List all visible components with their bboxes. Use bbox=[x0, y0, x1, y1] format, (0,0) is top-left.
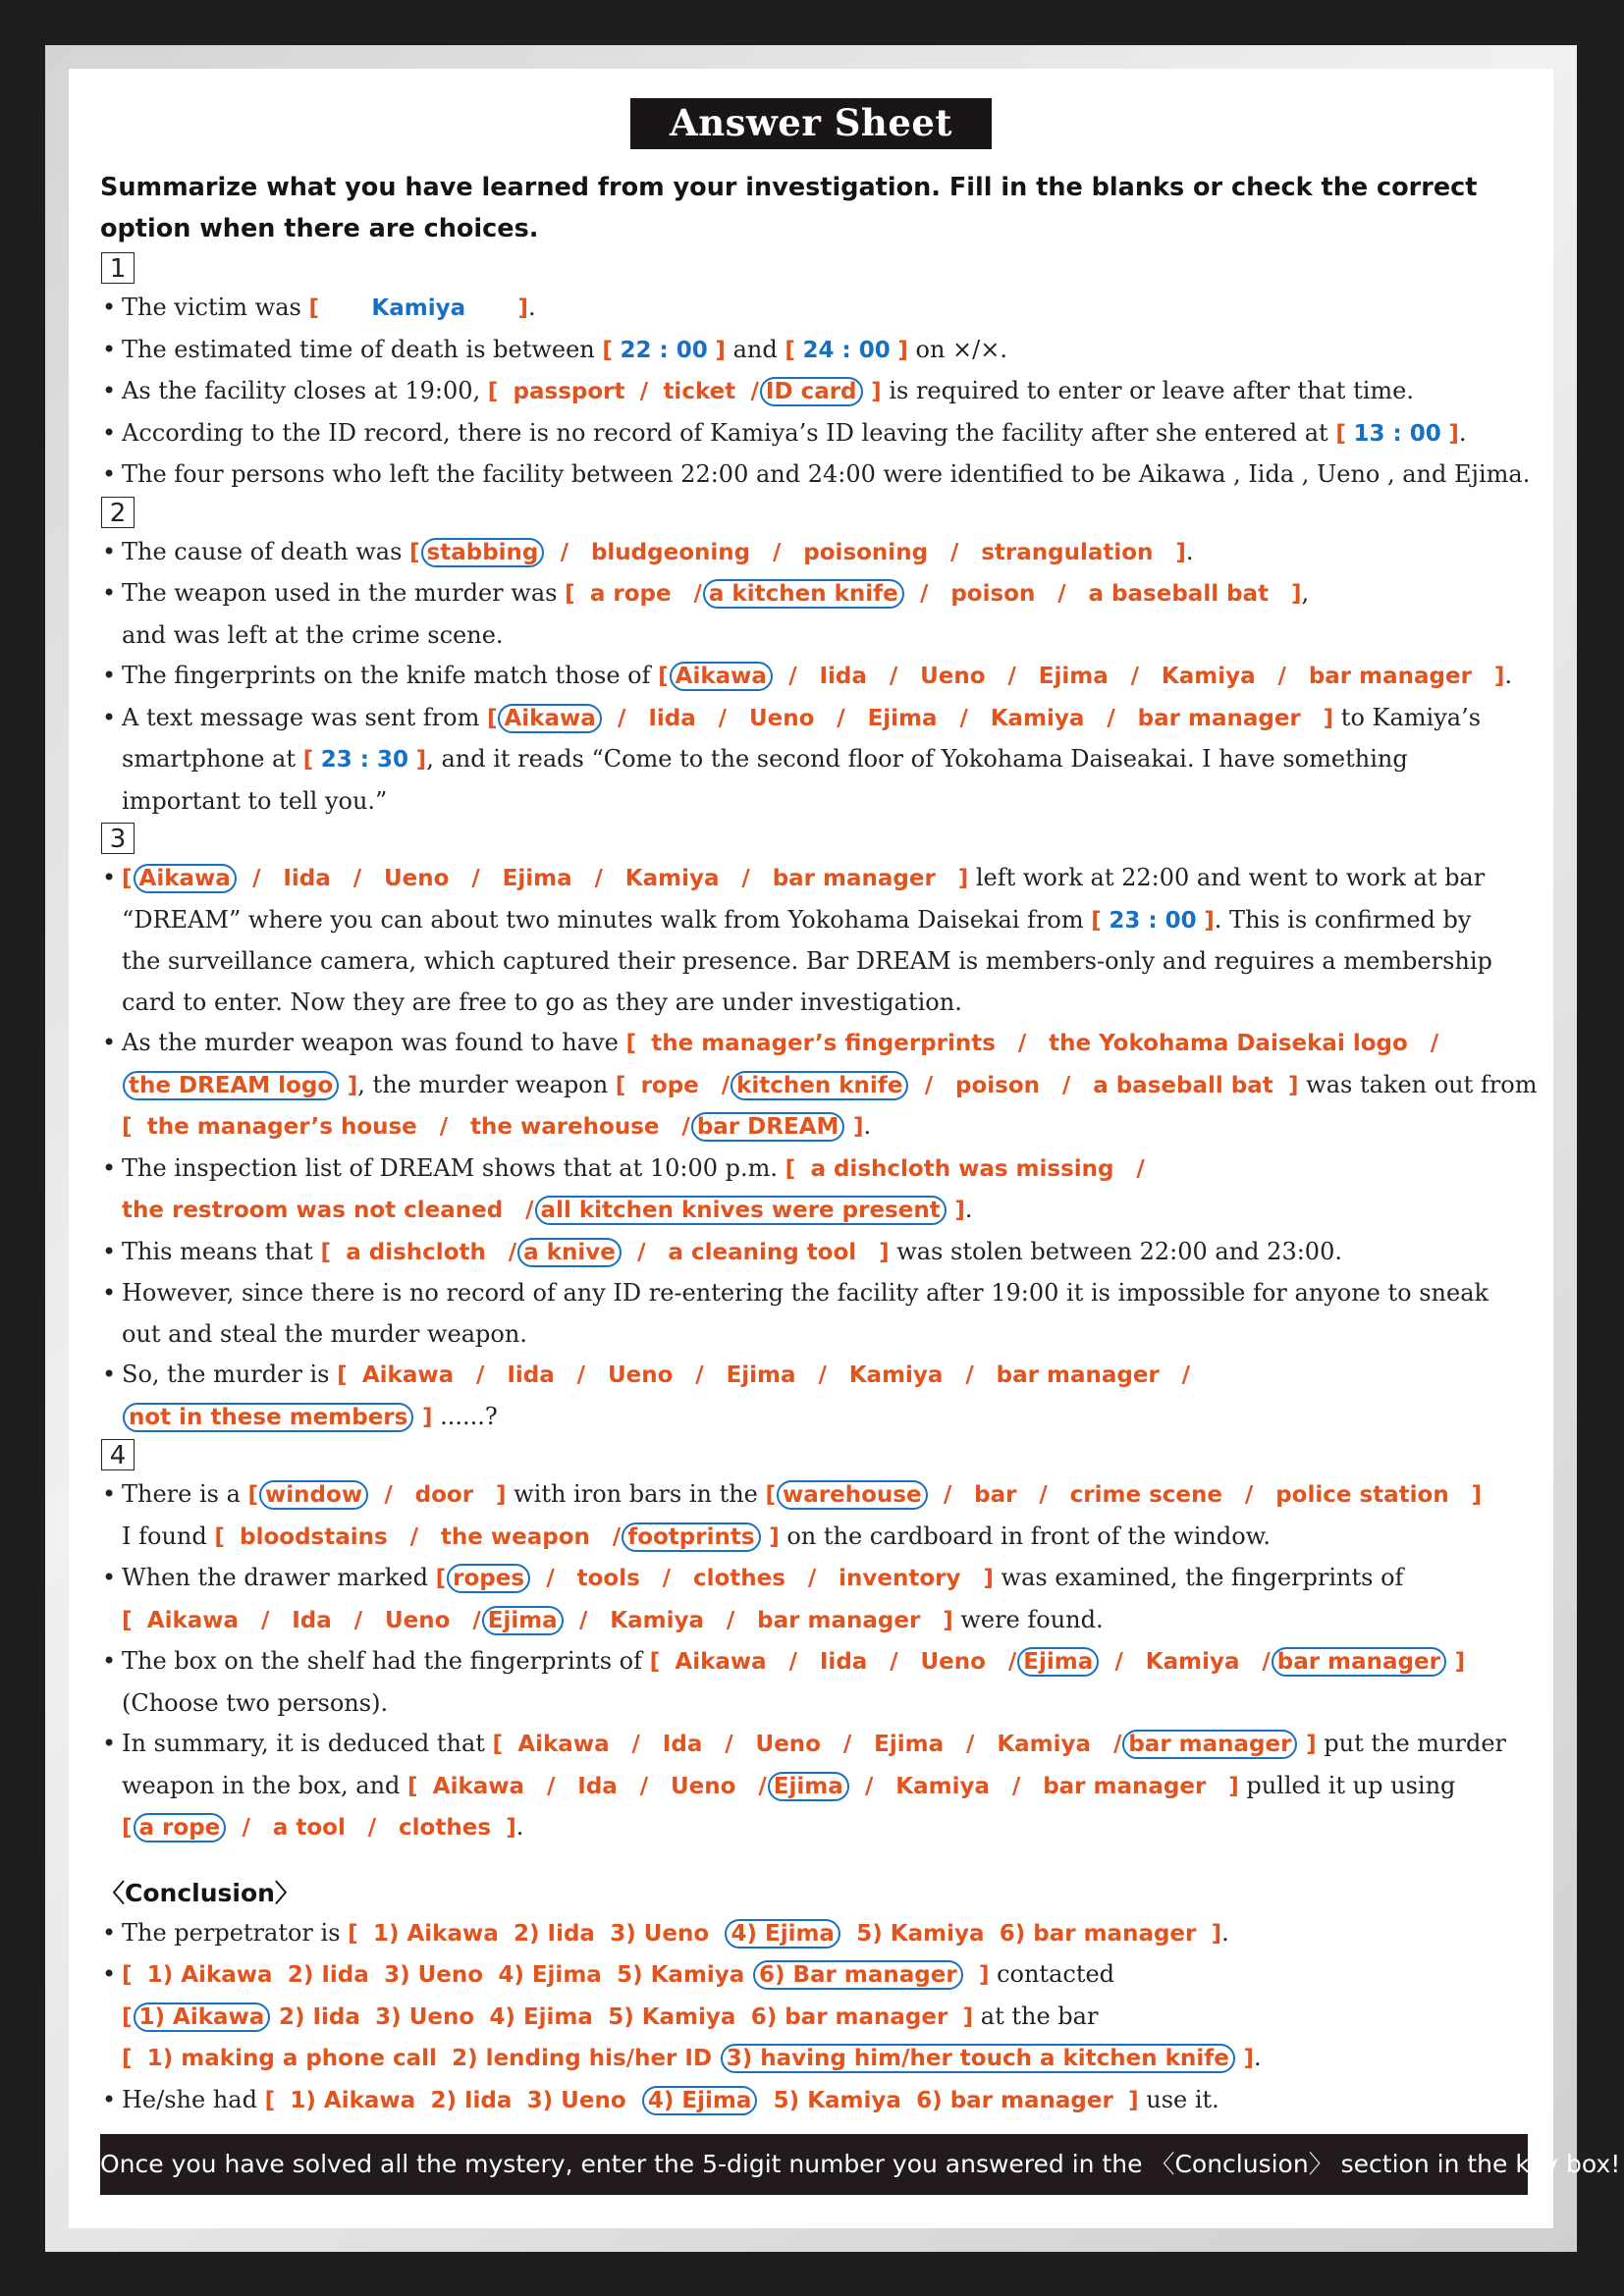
s1-line-4: • According to the ID record, there is no record of Kamiya’s ID leaving the facility after she entered at [ 13 : 00 ]. bbox=[100, 413, 1528, 455]
circled-choice: Ejima bbox=[482, 1606, 564, 1635]
s2-line-2-cont: and was left at the crime scene. bbox=[122, 620, 504, 649]
circled-choice: window bbox=[259, 1480, 368, 1510]
conclusion-line-3: • He/she had [ 1) Aikawa 2) Iida 3) Ueno 4) Ejima 5) Kamiya 6) bar manager ] use it. bbox=[100, 2080, 1528, 2122]
conclusion-heading: 〈Conclusion〉 bbox=[100, 1878, 299, 1907]
circled-choice: ropes bbox=[447, 1564, 530, 1593]
s2-line-4-cont2: important to tell you.” bbox=[122, 786, 388, 815]
s4-line-1: • There is a [ window / door ] with iron bars in the [ warehouse / bar / crime scene / police station ] bbox=[100, 1474, 1528, 1517]
answer-sheet bbox=[69, 69, 1621, 2228]
circled-choice: bar manager bbox=[1122, 1730, 1297, 1759]
s4-line-1-cont: I found [ bloodstains / the weapon / footprints ] on the cardboard in front of the window. bbox=[122, 1522, 1271, 1550]
answer-text: 24 : 00 bbox=[802, 337, 891, 363]
sheet-body bbox=[100, 251, 1538, 2121]
circled-choice: bar manager bbox=[1272, 1647, 1446, 1677]
instructions: Summarize what you have learned from your investigation. Fill in the blanks or check the correct option when there are choices. bbox=[100, 173, 1478, 243]
answer-text: Kamiya bbox=[371, 295, 466, 321]
s3-line-6-cont: not in these members ] ......? bbox=[100, 1397, 1528, 1439]
s1-line-5: • The four persons who left the facility between 22:00 and 24:00 were identified to be Aikawa , Iida , Ueno , and Ejima. bbox=[100, 454, 1528, 496]
circled-choice: 4) Ejima bbox=[725, 1919, 840, 1949]
title-wrap bbox=[69, 98, 1553, 149]
s2-line-1: • The cause of death was [ stabbing / bludgeoning / poisoning / strangulation ]. bbox=[100, 532, 1528, 574]
circled-choice: a knive bbox=[517, 1238, 622, 1267]
circled-choice: footprints bbox=[622, 1522, 760, 1552]
circled-choice: Ejima bbox=[1017, 1647, 1099, 1677]
s4-line-4: • In summary, it is deduced that [ Aikawa / Ida / Ueno / Ejima / Kamiya / bar manager ] put the murder bbox=[100, 1724, 1528, 1766]
s3-line-1-cont: “DREAM” where you can about two minutes walk from Yokohama Daisekai from [ 23 : 00 ]. This is confirmed by bbox=[122, 905, 1472, 934]
s4-line-2: • When the drawer marked [ ropes / tools / clothes / inventory ] was examined, the fingerprints of bbox=[100, 1558, 1528, 1600]
s4-line-4-cont2: [ a rope / a tool / clothes ]. bbox=[122, 1813, 524, 1841]
s3-line-2-cont: the DREAM logo ], the murder weapon [ rope / kitchen knife / poison / a baseball bat ] was taken out from bbox=[100, 1065, 1528, 1107]
section-2-number: 2 bbox=[101, 497, 135, 528]
answer-text: 23 : 00 bbox=[1109, 907, 1197, 934]
s3-line-4: • This means that [ a dishcloth / a knive / a cleaning tool ] was stolen between 22:00 and 23:00. bbox=[100, 1232, 1528, 1274]
conclusion-line-2: • [ 1) Aikawa 2) Iida 3) Ueno 4) Ejima 5) Kamiya 6) Bar manager ] contacted bbox=[100, 1954, 1528, 1997]
s1-line-3: • As the facility closes at 19:00, [ passport / ticket / ID card ] is required to enter or leave after that time. bbox=[100, 371, 1528, 413]
s2-line-3: • The fingerprints on the knife match those of [ Aikawa / Iida / Ueno / Ejima / Kamiya / bar manager ]. bbox=[100, 656, 1528, 698]
circled-choice: not in these members bbox=[123, 1403, 413, 1432]
circled-choice: warehouse bbox=[777, 1480, 928, 1510]
circled-choice: kitchen knife bbox=[731, 1071, 908, 1100]
circled-choice: ID card bbox=[760, 377, 863, 406]
circled-choice: a rope bbox=[134, 1813, 227, 1842]
s4-line-3-cont: (Choose two persons). bbox=[122, 1688, 389, 1717]
page-title: Answer Sheet bbox=[630, 98, 992, 149]
s3-line-1-cont3: card to enter. Now they are free to go as they are under investigation. bbox=[122, 988, 962, 1016]
s3-line-1-cont2: the surveillance camera, which captured their presence. Bar DREAM is members-only and reguires a membership bbox=[122, 947, 1492, 975]
circled-choice: all kitchen knives were present bbox=[535, 1196, 947, 1225]
circled-choice: a kitchen knife bbox=[703, 579, 904, 609]
answer-text: 22 : 00 bbox=[620, 337, 708, 363]
circled-choice: Aikawa bbox=[134, 864, 237, 893]
s1-line-1: • The victim was [ Kamiya ]. bbox=[100, 288, 1528, 330]
s4-line-2-cont: [ Aikawa / Ida / Ueno / Ejima / Kamiya / bar manager ] were found. bbox=[122, 1605, 1104, 1633]
s4-line-3: • The box on the shelf had the fingerprints of [ Aikawa / Iida / Ueno / Ejima / Kamiya / bar manager ] bbox=[100, 1641, 1528, 1683]
answer-text: 23 : 30 bbox=[320, 747, 409, 773]
s3-line-2-cont2: [ the manager’s house / the warehouse / bar DREAM ]. bbox=[122, 1112, 872, 1140]
circled-choice: 1) Aikawa bbox=[134, 2002, 271, 2032]
conclusion-line-2-cont: [ 1) Aikawa 2) Iida 3) Ueno 4) Ejima 5) Kamiya 6) bar manager ] at the bar bbox=[122, 2002, 1099, 2030]
section-1-number: 1 bbox=[101, 252, 135, 284]
circled-choice: bar DREAM bbox=[691, 1112, 845, 1142]
conclusion-line-1: • The perpetrator is [ 1) Aikawa 2) Iida 3) Ueno 4) Ejima 5) Kamiya 6) bar manager ]. bbox=[100, 1913, 1528, 1955]
s3-line-2: • As the murder weapon was found to have [ the manager’s fingerprints / the Yokohama Daisekai logo / bbox=[100, 1023, 1528, 1065]
circled-choice: 6) Bar manager bbox=[753, 1960, 963, 1990]
circled-choice: stabbing bbox=[421, 538, 545, 567]
conclusion-line-2-cont2: [ 1) making a phone call 2) lending his/her ID 3) having him/her touch a kitchen knife ]. bbox=[122, 2044, 1262, 2071]
s3-line-3-cont: the restroom was not cleaned / all kitchen knives were present ]. bbox=[122, 1196, 973, 1223]
circled-choice: Aikawa bbox=[670, 662, 773, 691]
s4-line-4-cont: weapon in the box, and [ Aikawa / Ida / Ueno / Ejima / Kamiya / bar manager ] pulled it up using bbox=[122, 1771, 1456, 1799]
s2-line-2: • The weapon used in the murder was [ a rope / a kitchen knife / poison / a baseball bat ], bbox=[100, 573, 1528, 615]
circled-choice: 4) Ejima bbox=[642, 2086, 758, 2115]
section-3-number: 3 bbox=[101, 823, 135, 854]
s3-line-3: • The inspection list of DREAM shows that at 10:00 p.m. [ a dishcloth was missing / bbox=[100, 1148, 1528, 1191]
footer-banner: Once you have solved all the mystery, enter the 5-digit number you answered in the 〈Conclusion〉 section in the key box! bbox=[100, 2134, 1528, 2195]
circled-choice: 3) having him/her touch a kitchen knife bbox=[721, 2044, 1235, 2073]
circled-choice: Ejima bbox=[768, 1772, 849, 1801]
section-4-number: 4 bbox=[101, 1439, 135, 1470]
s3-line-5-cont: out and steal the murder weapon. bbox=[122, 1319, 527, 1348]
circled-choice: the DREAM logo bbox=[123, 1071, 339, 1100]
s3-line-1: • [ Aikawa / Iida / Ueno / Ejima / Kamiya / bar manager ] left work at 22:00 and went to work at bar bbox=[100, 858, 1528, 900]
s1-line-2: • The estimated time of death is between [ 22 : 00 ] and [ 24 : 00 ] on ×/×. bbox=[100, 330, 1528, 372]
answer-text: 13 : 00 bbox=[1353, 420, 1441, 447]
s2-line-4-cont: smartphone at [ 23 : 30 ], and it reads “Come to the second floor of Yokohama Daiseakai. I have something bbox=[122, 745, 1408, 773]
s3-line-5: • However, since there is no record of any ID re-entering the facility after 19:00 it is impossible for anyone to sneak bbox=[100, 1273, 1528, 1314]
s3-line-6: • So, the murder is [ Aikawa / Iida / Ueno / Ejima / Kamiya / bar manager / bbox=[100, 1355, 1528, 1397]
circled-choice: Aikawa bbox=[498, 704, 601, 733]
s2-line-4: • A text message was sent from [ Aikawa / Iida / Ueno / Ejima / Kamiya / bar manager ] to Kamiya’s bbox=[100, 698, 1528, 740]
